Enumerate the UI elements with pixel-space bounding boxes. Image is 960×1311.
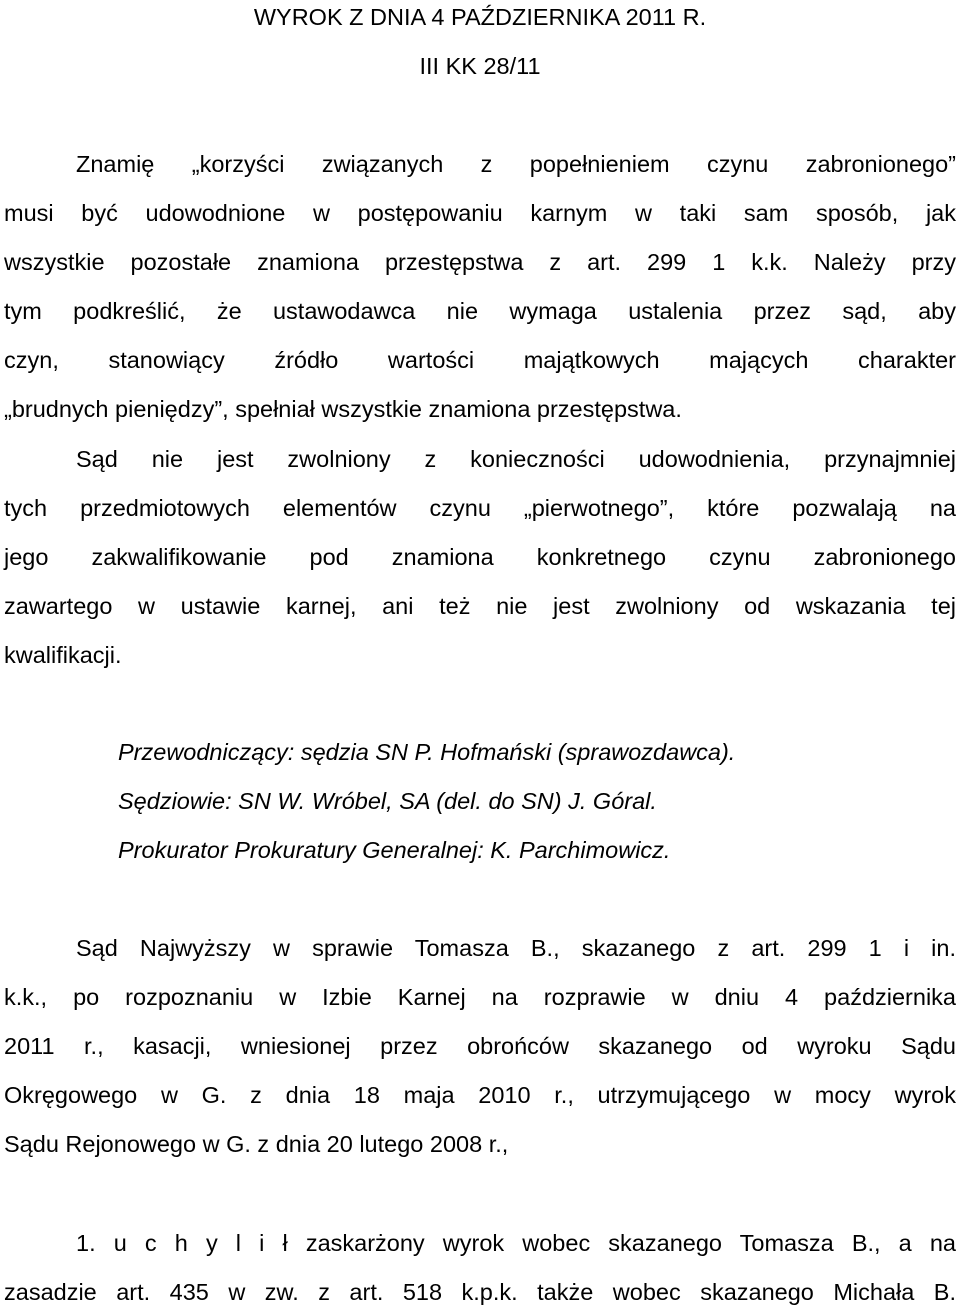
thesis-line: jego zakwalifikowanie pod znamiona konkretnego czynu zabronionego	[4, 544, 956, 570]
thesis-line: musi być udowodnione w postępowaniu karnym w taki sam sposób, jak	[4, 200, 956, 226]
body-line: Okręgowego w G. z dnia 18 maja 2010 r., utrzymującego w mocy wyrok	[4, 1082, 956, 1108]
thesis-line: wszystkie pozostałe znamiona przestępstwa z art. 299 1 k.k. Należy przy	[4, 249, 956, 275]
body-line: k.k., po rozpoznaniu w Izbie Karnej na rozprawie w dniu 4 października	[4, 984, 956, 1010]
thesis-line: tym podkreślić, że ustawodawca nie wymaga ustalenia przez sąd, aby	[4, 298, 956, 324]
thesis-line: zawartego w ustawie karnej, ani też nie jest zwolniony od wskazania tej	[4, 593, 956, 619]
thesis-line: „brudnych pieniędzy”, spełniał wszystkie znamiona przestępstwa.	[4, 396, 682, 422]
case-number: III KK 28/11	[419, 53, 541, 79]
document-title: WYROK Z DNIA 4 PAŹDZIERNIKA 2011 R.	[253, 4, 707, 30]
body-line: 2011 r., kasacji, wniesionej przez obrońców skazanego od wyroku Sądu	[4, 1033, 956, 1059]
court-judges: Sędziowie: SN W. Wróbel, SA (del. do SN) J. Góral.	[118, 788, 657, 814]
ruling-line: zasadzie art. 435 w zw. z art. 518 k.p.k. także wobec skazanego Michała B.	[4, 1279, 956, 1305]
ruling-line: 1. u c h y l i ł zaskarżony wyrok wobec skazanego Tomasza B., a na	[76, 1230, 956, 1256]
thesis-line: tych przedmiotowych elementów czynu „pierwotnego”, które pozwalają na	[4, 495, 956, 521]
court-chair: Przewodniczący: sędzia SN P. Hofmański (sprawozdawca).	[118, 739, 736, 765]
thesis-line: Znamię „korzyści związanych z popełnieniem czynu zabronionego”	[76, 151, 956, 177]
body-line: Sądu Rejonowego w G. z dnia 20 lutego 2008 r.,	[4, 1131, 509, 1157]
court-prosecutor: Prokurator Prokuratury Generalnej: K. Parchimowicz.	[118, 837, 671, 863]
thesis-line: czyn, stanowiący źródło wartości majątkowych mających charakter	[4, 347, 956, 373]
thesis-line: Sąd nie jest zwolniony z konieczności udowodnienia, przynajmniej	[76, 446, 956, 472]
body-line: Sąd Najwyższy w sprawie Tomasza B., skazanego z art. 299 1 i in.	[76, 935, 956, 961]
thesis-line: kwalifikacji.	[4, 642, 122, 668]
